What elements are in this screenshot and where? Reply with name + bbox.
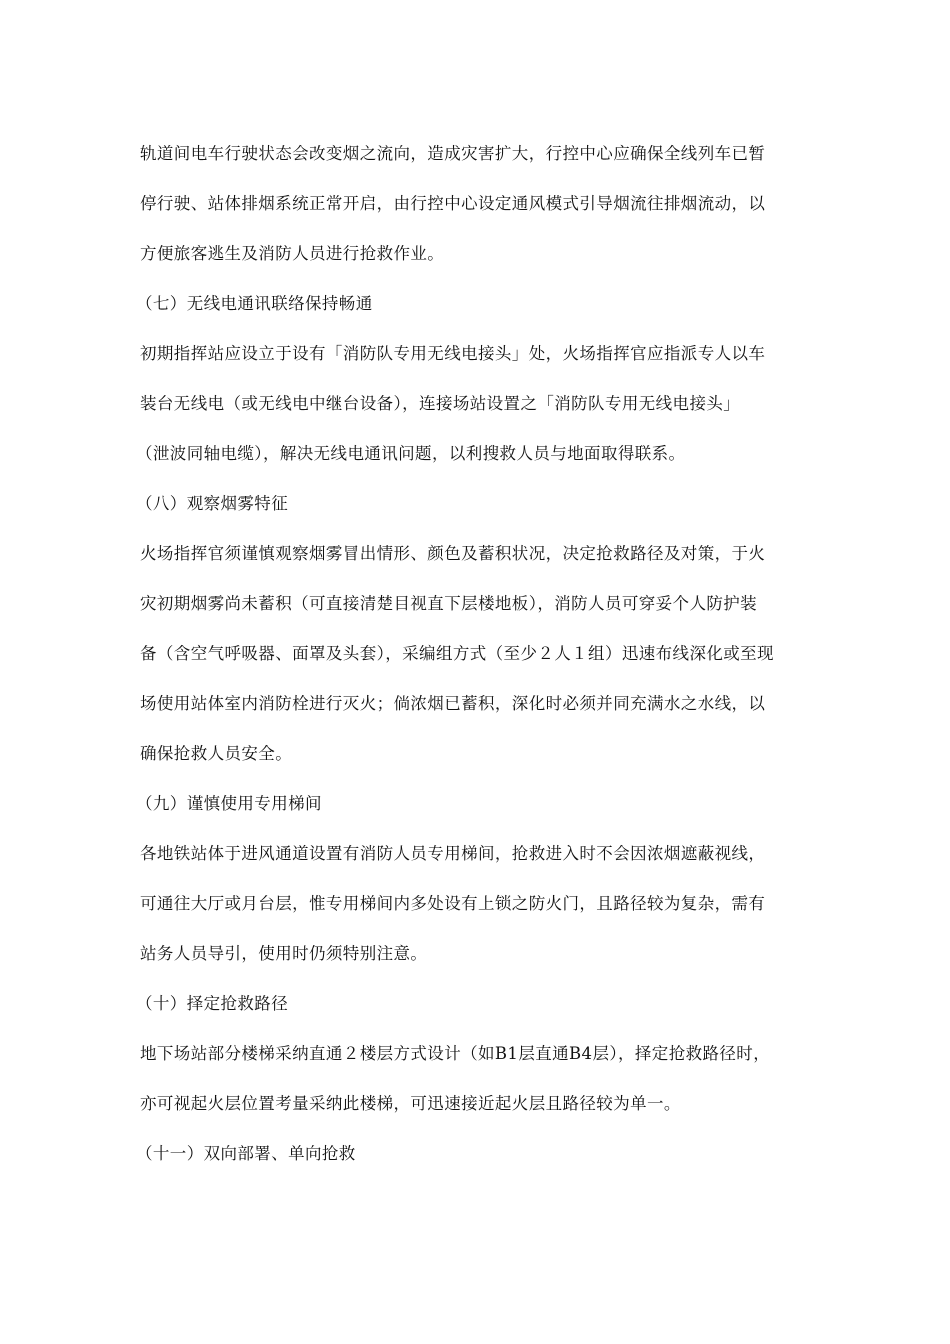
paragraph-line: 初期指挥站应设立于设有「消防队专用无线电接头」处，火场指挥官应指派专人以车 bbox=[140, 344, 766, 363]
paragraph-line: 灾初期烟雾尚未蓄积（可直接清楚目视直下层楼地板），消防人员可穿妥个人防护装 bbox=[140, 594, 758, 613]
section-heading: （七）无线电通讯联络保持畅通 bbox=[136, 294, 373, 313]
paragraph-line: 亦可视起火层位置考量采纳此楼梯，可迅速接近起火层且路径较为单一。 bbox=[140, 1094, 681, 1113]
paragraph-line: 站务人员导引，使用时仍须特别注意。 bbox=[140, 944, 428, 963]
paragraph-line: （泄波同轴电缆），解决无线电通讯问题，以利搜救人员与地面取得联系。 bbox=[136, 444, 686, 463]
paragraph-line: 确保抢救人员安全。 bbox=[140, 744, 293, 763]
paragraph-line: 方便旅客逃生及消防人员进行抢救作业。 bbox=[140, 244, 445, 263]
paragraph-line: 轨道间电车行驶状态会改变烟之流向，造成灾害扩大，行控中心应确保全线列车已暂 bbox=[140, 144, 766, 163]
paragraph-line: 可通往大厅或月台层，惟专用梯间内多处设有上锁之防火门，且路径较为复杂，需有 bbox=[140, 894, 766, 913]
section-heading: （十）择定抢救路径 bbox=[136, 994, 289, 1013]
paragraph-line: 各地铁站体于进风通道设置有消防人员专用梯间，抢救进入时不会因浓烟遮蔽视线， bbox=[140, 844, 766, 863]
section-heading: （八）观察烟雾特征 bbox=[136, 494, 289, 513]
paragraph-line: 场使用站体室内消防栓进行灭火；倘浓烟已蓄积，深化时必须并同充满水之水线，以 bbox=[140, 694, 766, 713]
paragraph-line: 备（含空气呼吸器、面罩及头套），采编组方式（至少２人１组）迅速布线深化或至现 bbox=[140, 644, 774, 663]
paragraph-line: 火场指挥官须谨慎观察烟雾冒出情形、颜色及蓄积状况，决定抢救路径及对策，于火 bbox=[140, 544, 766, 563]
paragraph-line: 装台无线电（或无线电中继台设备），连接场站设置之「消防队专用无线电接头」 bbox=[140, 394, 741, 413]
section-heading: （十一）双向部署、单向抢救 bbox=[136, 1144, 356, 1163]
paragraph-line: 停行驶、站体排烟系统正常开启，由行控中心设定通风模式引导烟流往排烟流动，以 bbox=[140, 194, 766, 213]
section-heading: （九）谨慎使用专用梯间 bbox=[136, 794, 322, 813]
paragraph-line: 地下场站部分楼梯采纳直通２楼层方式设计（如B1层直通B4层），择定抢救路径时， bbox=[140, 1044, 771, 1063]
